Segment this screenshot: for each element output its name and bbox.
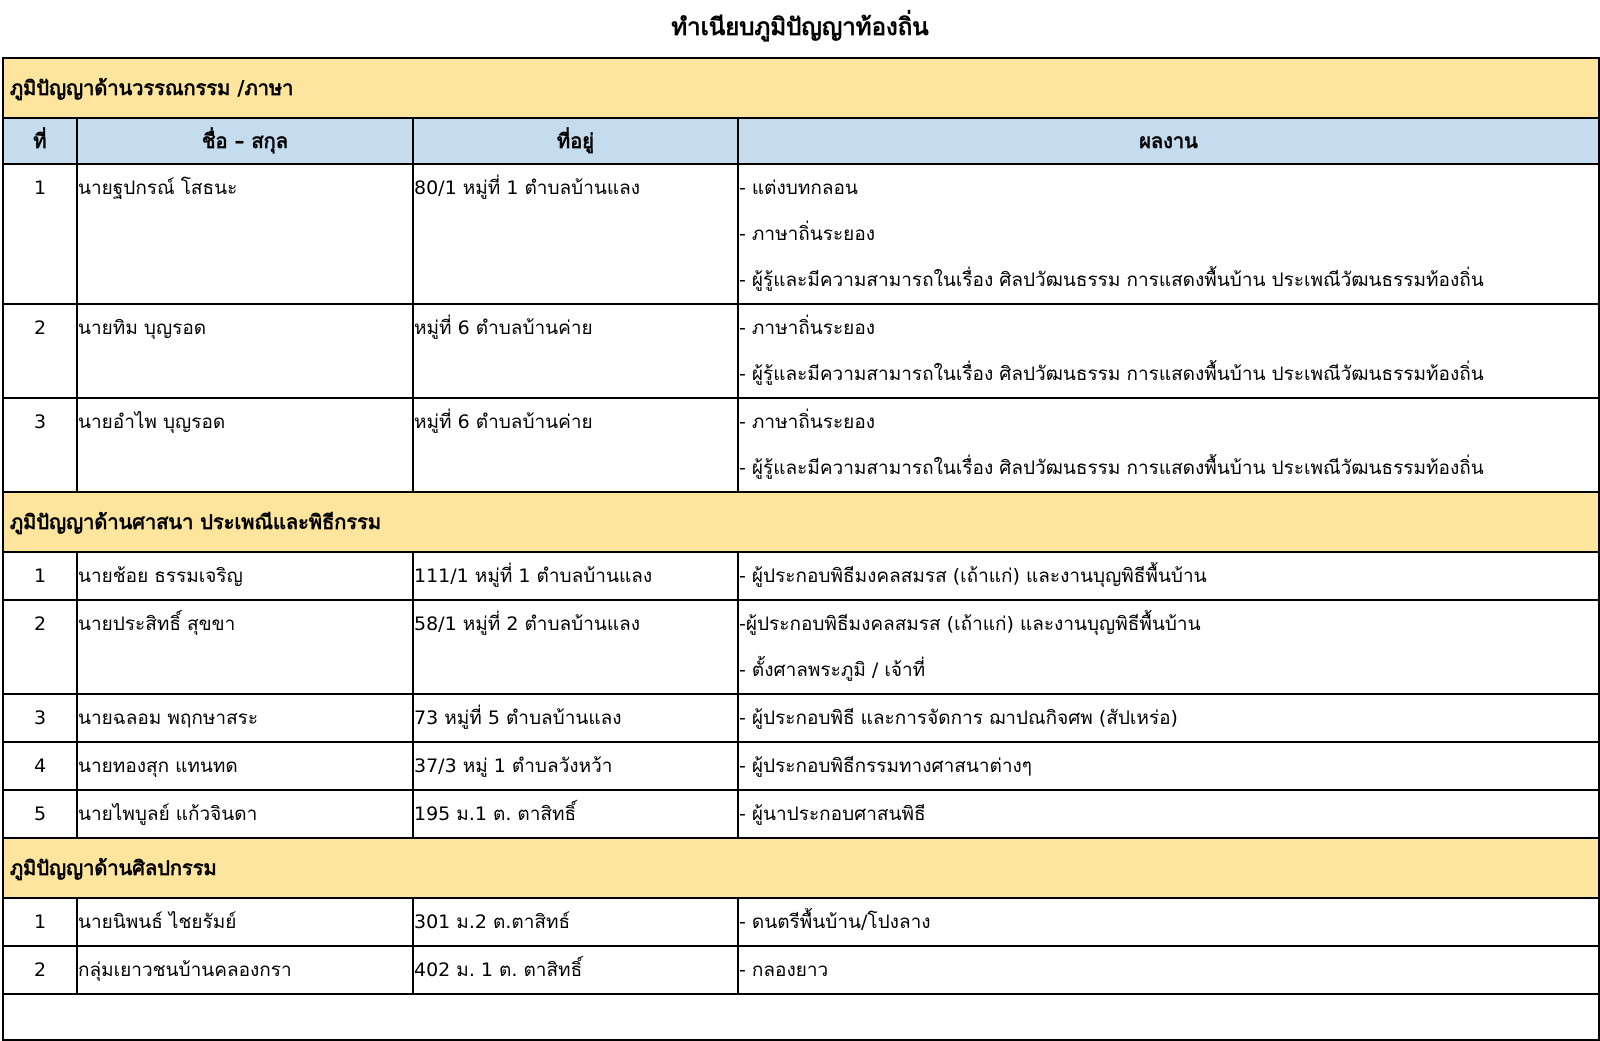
work-item: - ดนตรีพื้นบ้าน/โปงลาง (739, 911, 931, 933)
name-cell (77, 742, 413, 790)
work-item: - ผู้ประกอบพิธีมงคลสมรส (เถ้าแก่) และงานบุญพิธีพื้นบ้าน (739, 565, 1207, 587)
row-number-cell (3, 742, 77, 790)
address-text: 111/1 หมู่ที่ 1 ตำบลบ้านแลง (414, 565, 653, 587)
column-header-row (3, 118, 1599, 164)
column-header-address: ที่อยู่ (413, 118, 738, 164)
address-text: 195 ม.1 ต. ตาสิทธิ์ (414, 803, 577, 825)
works-cell (738, 600, 1599, 694)
work-item: - ผู้รู้และมีความสามารถในเรื่อง ศิลปวัฒนธรรม การแสดงพื้นบ้าน ประเพณีวัฒนธรรมท้องถิ่น (739, 269, 1484, 291)
address-text: 37/3 หมู่ 1 ตำบลวังหว้า (414, 755, 613, 777)
name-cell (77, 164, 413, 304)
table-row (3, 304, 1599, 398)
person-name: กลุ่มเยาวชนบ้านคลองกรา (78, 959, 292, 981)
address-text: 73 หมู่ที่ 5 ตำบลบ้านแลง (414, 707, 622, 729)
table-row (3, 742, 1599, 790)
address-cell (413, 790, 738, 838)
work-item: -ผู้ประกอบพิธีมงคลสมรส (เถ้าแก่) และงานบุญพิธีพื้นบ้าน (739, 613, 1201, 635)
person-name: นายฉลอม พฤกษาสระ (78, 707, 259, 729)
address-text: หมู่ที่ 6 ตำบลบ้านค่าย (414, 411, 593, 433)
address-cell (413, 742, 738, 790)
address-cell (413, 552, 738, 600)
column-header-works: ผลงาน (738, 118, 1599, 164)
work-item: - กลองยาว (739, 959, 829, 981)
table-row (3, 694, 1599, 742)
row-number-cell (3, 600, 77, 694)
name-cell (77, 304, 413, 398)
works-cell (738, 898, 1599, 946)
work-item: - ผู้รู้และมีความสามารถในเรื่อง ศิลปวัฒนธรรม การแสดงพื้นบ้าน ประเพณีวัฒนธรรมท้องถิ่น (739, 363, 1484, 385)
name-cell (77, 600, 413, 694)
empty-row (3, 994, 1599, 1040)
works-cell (738, 552, 1599, 600)
table-row (3, 898, 1599, 946)
table-row (3, 946, 1599, 994)
row-number: 3 (33, 411, 47, 433)
person-name: นายไพบูลย์ แก้วจินดา (78, 803, 258, 825)
address-text: 58/1 หมู่ที่ 2 ตำบลบ้านแลง (414, 613, 641, 635)
row-number-cell (3, 898, 77, 946)
wisdom-registry-table (2, 57, 1600, 1041)
section-label: ภูมิปัญญาด้านศิลปกรรม (3, 838, 1599, 898)
row-number: 3 (33, 707, 47, 729)
page-title: ทำเนียบภูมิปัญญาท้องถิ่น (671, 13, 929, 41)
work-item: - ผู้ประกอบพิธีกรรมทางศาสนาต่างๆ (739, 755, 1032, 777)
section-header (3, 838, 1599, 898)
address-text: หมู่ที่ 6 ตำบลบ้านค่าย (414, 317, 593, 339)
name-cell (77, 898, 413, 946)
row-number-cell (3, 694, 77, 742)
work-item: - ผู้รู้และมีความสามารถในเรื่อง ศิลปวัฒนธรรม การแสดงพื้นบ้าน ประเพณีวัฒนธรรมท้องถิ่น (739, 457, 1484, 479)
row-number: 2 (33, 959, 47, 981)
works-cell (738, 164, 1599, 304)
name-cell (77, 946, 413, 994)
work-item: - ภาษาถิ่นระยอง (739, 317, 876, 339)
address-cell (413, 946, 738, 994)
row-number: 1 (33, 565, 47, 587)
table-row (3, 164, 1599, 304)
table-row (3, 552, 1599, 600)
address-cell (413, 694, 738, 742)
person-name: นายทิม บุญรอด (78, 317, 207, 339)
address-cell (413, 600, 738, 694)
person-name: นายช้อย ธรรมเจริญ (78, 565, 243, 587)
row-number-cell (3, 398, 77, 492)
person-name: นายอำไพ บุญรอด (78, 411, 226, 433)
work-item: - ภาษาถิ่นระยอง (739, 411, 876, 433)
table-row (3, 600, 1599, 694)
person-name: นายทองสุก แทนทด (78, 755, 238, 777)
name-cell (77, 790, 413, 838)
column-header-name: ชื่อ – สกุล (77, 118, 413, 164)
row-number: 5 (33, 803, 47, 825)
table-row (3, 790, 1599, 838)
address-cell (413, 398, 738, 492)
works-cell (738, 694, 1599, 742)
table-row (3, 398, 1599, 492)
row-number: 1 (33, 911, 47, 933)
section-label: ภูมิปัญญาด้านศาสนา ประเพณีและพิธีกรรม (3, 492, 1599, 552)
works-cell (738, 304, 1599, 398)
works-cell (738, 742, 1599, 790)
row-number: 2 (33, 317, 47, 339)
name-cell (77, 694, 413, 742)
work-item: - ผู้ประกอบพิธี และการจัดการ ฌาปณกิจศพ (สัปเหร่อ) (739, 707, 1178, 729)
works-cell (738, 790, 1599, 838)
row-number: 1 (33, 177, 47, 199)
work-item: - ผู้นาประกอบศาสนพิธี (739, 803, 926, 825)
address-cell (413, 304, 738, 398)
row-number-cell (3, 164, 77, 304)
work-item: - แต่งบทกลอน (739, 177, 858, 199)
address-text: 301 ม.2 ต.ตาสิทธ์ (414, 911, 571, 933)
row-number: 2 (33, 613, 47, 635)
works-cell (738, 946, 1599, 994)
row-number-cell (3, 946, 77, 994)
row-number-cell (3, 304, 77, 398)
address-cell (413, 898, 738, 946)
name-cell (77, 398, 413, 492)
section-label: ภูมิปัญญาด้านวรรณกรรม /ภาษา (3, 58, 1599, 118)
person-name: นายนิพนธ์ ไชยรัมย์ (78, 911, 237, 933)
name-cell (77, 552, 413, 600)
row-number-cell (3, 552, 77, 600)
works-cell (738, 398, 1599, 492)
section-header (3, 58, 1599, 118)
address-cell (413, 164, 738, 304)
person-name: นายประสิทธิ์ สุขขา (78, 613, 236, 635)
empty-cell (3, 994, 1599, 1040)
person-name: นายฐปกรณ์ โสธนะ (78, 177, 238, 199)
work-item: - ภาษาถิ่นระยอง (739, 223, 876, 245)
address-text: 402 ม. 1 ต. ตาสิทธิ์ (414, 959, 583, 981)
row-number: 4 (33, 755, 47, 777)
column-header-no: ที่ (3, 118, 77, 164)
row-number-cell (3, 790, 77, 838)
work-item: - ตั้งศาลพระภูมิ / เจ้าที่ (739, 659, 926, 681)
section-header (3, 492, 1599, 552)
address-text: 80/1 หมู่ที่ 1 ตำบลบ้านแลง (414, 177, 641, 199)
